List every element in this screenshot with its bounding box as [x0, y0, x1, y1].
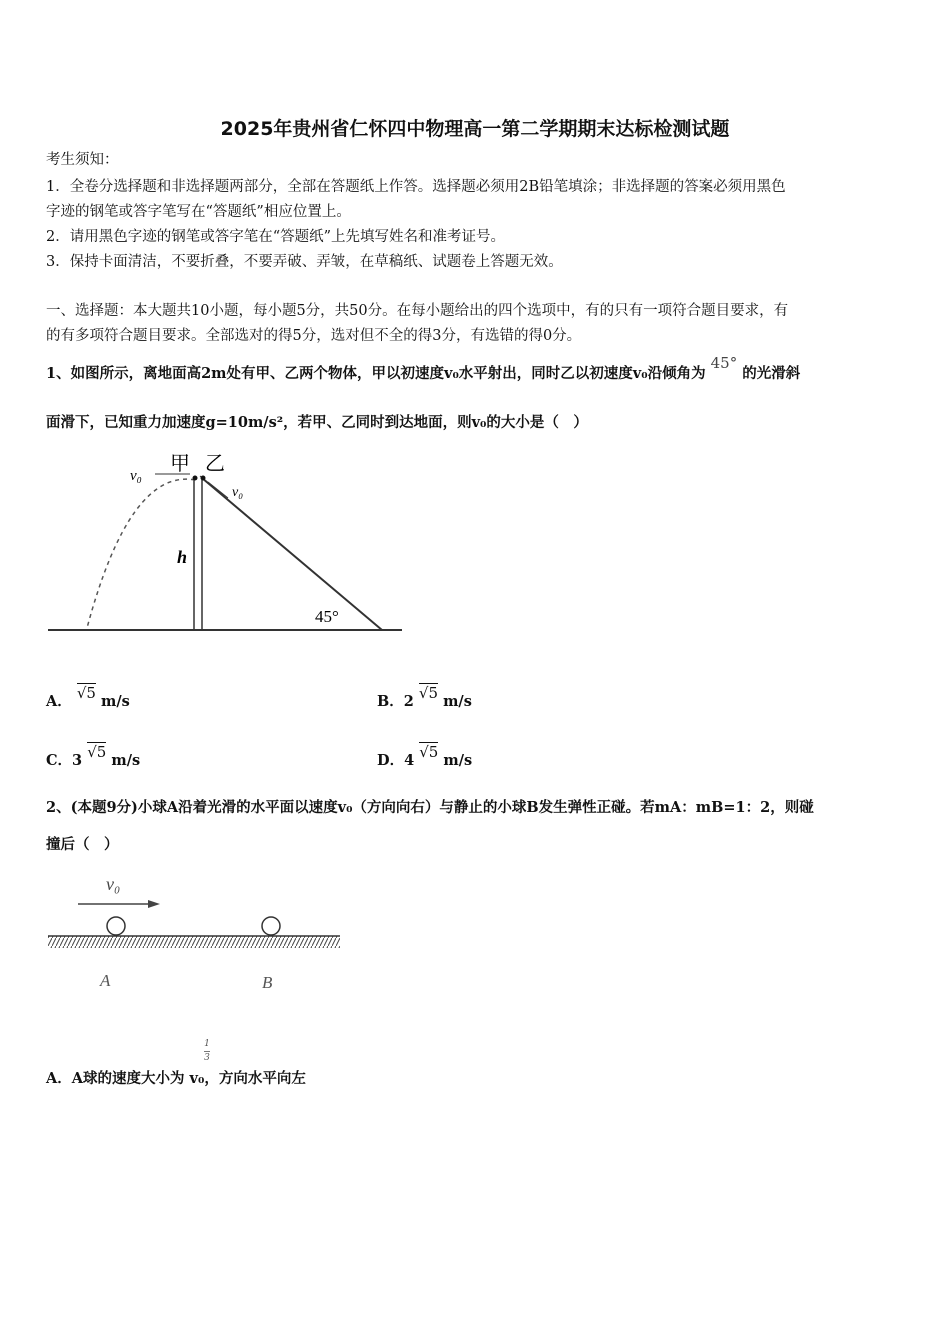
option-c[interactable]: C．3 √5 m/s: [46, 743, 141, 769]
label-v0: v₀: [232, 485, 244, 500]
velocity-arrowhead: [148, 900, 160, 908]
notice-heading: 考生须知：: [46, 152, 119, 168]
question-1-figure: [40, 448, 410, 638]
q2-option-a[interactable]: A．A球的速度大小为 v₀，方向水平向左: [46, 1070, 306, 1087]
object-yi: [201, 476, 206, 481]
page-title: 2025年贵州省仁怀四中物理高一第二学期期末达标检测试题: [220, 118, 730, 140]
notice-line: 3．保持卡面清洁，不要折叠，不要弄破、弄皱，在草稿纸、试题卷上答题无效。: [46, 254, 563, 270]
label-yi: 乙: [205, 453, 225, 475]
question-1-text: 1、如图所示，离地面高2m处有甲、乙两个物体，甲以初速度v₀水平射出，同时乙以初速度v₀沿倾角为 45° 的光滑斜: [46, 354, 801, 382]
option-b[interactable]: B．2 √5 m/s: [377, 684, 472, 710]
notice-line: 1．全卷分选择题和非选择题两部分，全部在答题纸上作答。选择题必须用2B铅笔填涂；非选择题的答案必须用黑色: [46, 179, 786, 195]
option-d[interactable]: D．4 √5 m/s: [377, 743, 473, 769]
label-jia: 甲: [170, 453, 190, 475]
incline-line: [200, 476, 380, 628]
ball-b: [262, 917, 280, 935]
question-2-text: 撞后（ ）: [46, 836, 119, 853]
section-intro: 一、选择题：本大题共10小题，每小题5分，共50分。在每小题给出的四个选项中，有的只有一项符合题目要求，有: [46, 303, 789, 319]
hatched-surface: [48, 936, 340, 948]
ball-a: [107, 917, 125, 935]
notice-line: 字迹的钢笔或答字笔写在“答题纸”相应位置上。: [46, 204, 351, 220]
option-a[interactable]: A． √5 m/s: [46, 684, 130, 710]
notice-line: 2．请用黑色字迹的钢笔或答字笔在“答题纸”上先填写姓名和准考证号。: [46, 229, 506, 245]
label-h: h: [177, 547, 188, 567]
label-b: B: [262, 973, 273, 992]
arrow-v0-incline: [208, 482, 228, 498]
question-2-figure: [44, 866, 344, 996]
label-v0: v₀: [130, 468, 142, 484]
object-jia: [193, 476, 198, 481]
label-angle: 45°: [315, 607, 339, 626]
label-a: A: [100, 971, 111, 990]
question-1-text: 面滑下，已知重力加速度g=10m/s²，若甲、乙同时到达地面，则v₀的大小是（ ）: [46, 414, 588, 431]
section-intro: 的有多项符合题目要求。全部选对的得5分，选对但不全的得3分，有选错的得0分。: [46, 328, 582, 344]
question-2-text: 2、(本题9分)小球A沿着光滑的水平面以速度v₀（方向向右）与静止的小球B发生弹性正碰。若mA：mB=1：2，则碰: [46, 799, 814, 816]
fraction-one-third: 1 3: [204, 1039, 210, 1063]
label-v0: v₀: [106, 874, 121, 894]
